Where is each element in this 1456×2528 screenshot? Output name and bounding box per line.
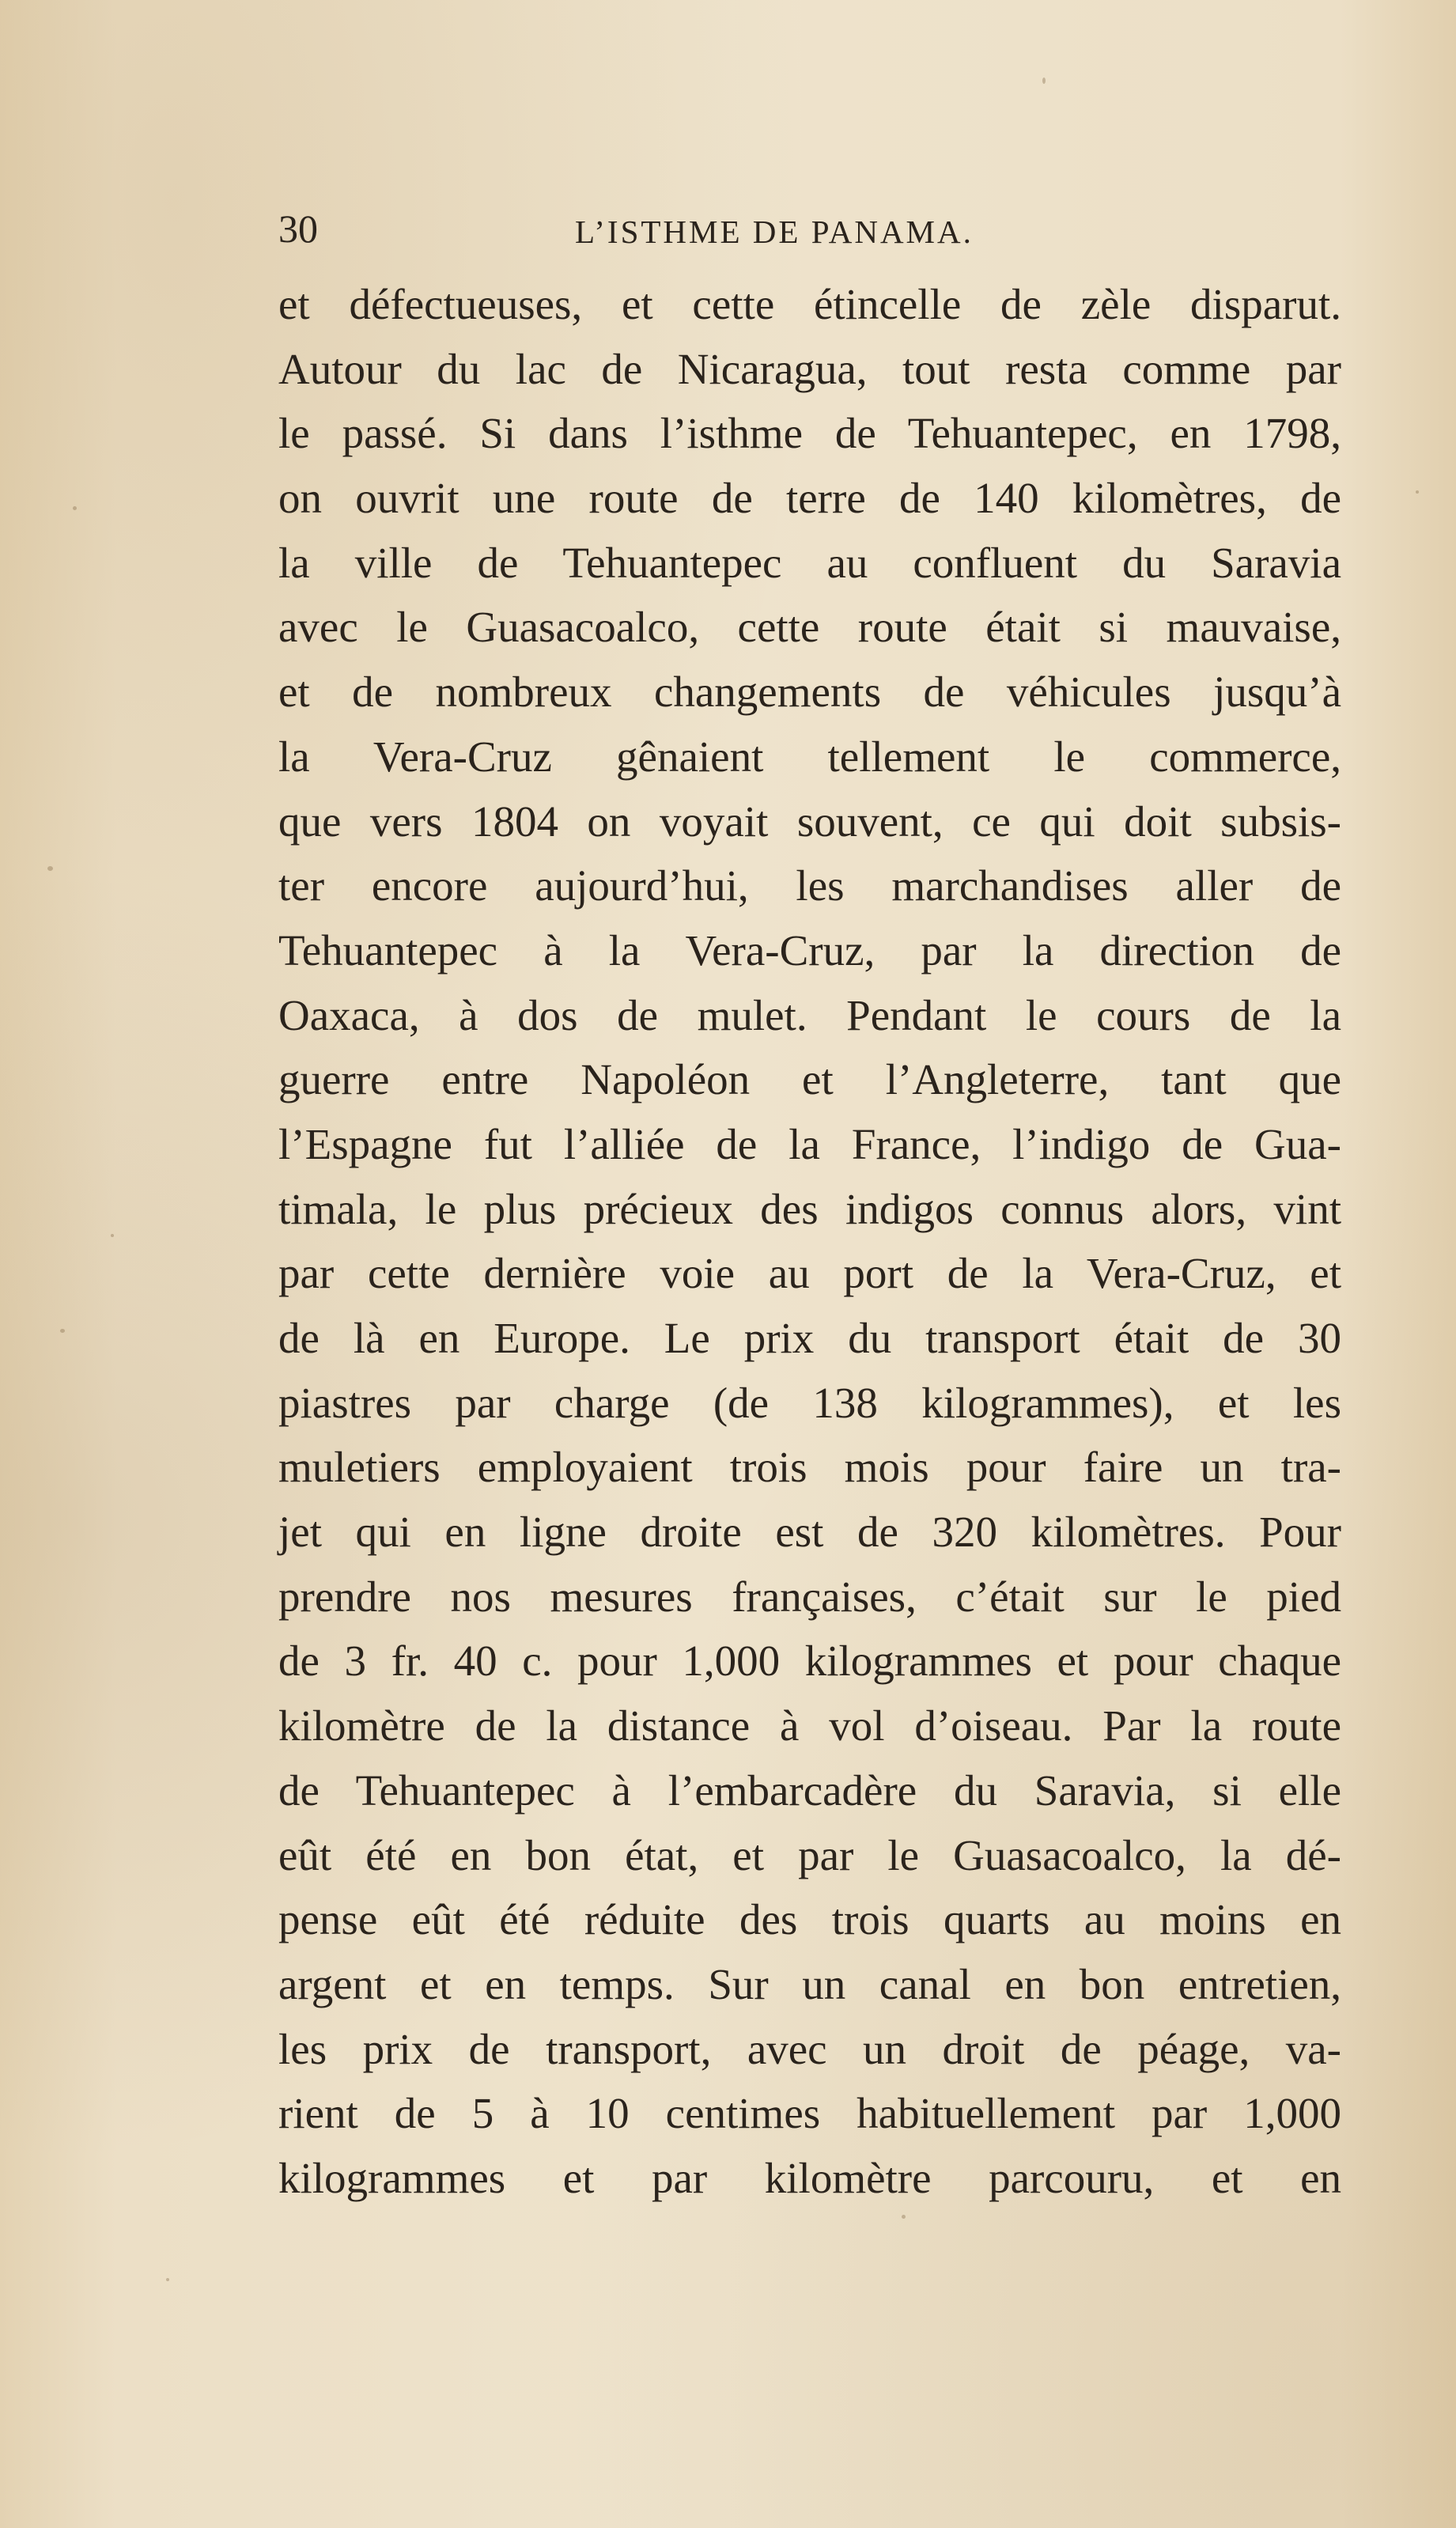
paper-speck (111, 1234, 114, 1237)
running-title: L’ISTHME DE PANAMA. (575, 214, 974, 250)
paper-speck (1416, 490, 1419, 494)
paper-speck (166, 2278, 169, 2281)
text-line: les prix de transport, avec un droit de péage, va- (278, 2024, 1341, 2073)
text-line: jet qui en ligne droite est de 320 kilomètres. Pour (278, 1508, 1341, 1557)
text-line: kilomètre de la distance à vol d’oiseau. Par la route (278, 1701, 1341, 1750)
text-line: et de nombreux changements de véhicules jusqu’à (278, 668, 1341, 717)
text-line: prendre nos mesures françaises, c’était sur le pied (278, 1572, 1341, 1621)
text-line: avec le Guasacoalco, cette route était si mauvaise, (278, 603, 1341, 652)
paper-speck (902, 2215, 906, 2219)
text-line: piastres par charge (de 138 kilogrammes), et les (278, 1378, 1341, 1427)
text-line: de Tehuantepec à l’embarcadère du Saravia, si elle (278, 1765, 1341, 1815)
page-header (278, 201, 1338, 256)
paper-speck (1042, 78, 1046, 84)
page-number: 30 (278, 206, 318, 251)
text-line: kilogrammes et par kilomètre parcouru, et en (278, 2153, 1341, 2202)
text-line: timala, le plus précieux des indigos connus alors, vint (278, 1184, 1341, 1233)
text-line: on ouvrit une route de terre de 140 kilomètres, de (278, 474, 1341, 523)
text-line: argent et en temps. Sur un canal en bon entretien, (278, 1959, 1341, 2008)
text-line: rient de 5 à 10 centimes habituellement par 1,000 (278, 2089, 1341, 2138)
text-line: ter encore aujourd’hui, les marchandises aller de (278, 861, 1341, 910)
text-line: de 3 fr. 40 c. pour 1,000 kilogrammes et pour chaque (278, 1637, 1341, 1686)
paper-speck (73, 506, 77, 510)
text-line: Tehuantepec à la Vera-Cruz, par la direction de (278, 925, 1341, 974)
text-line: et défectueuses, et cette étincelle de zèle disparut. (278, 280, 1341, 328)
text-line: Autour du lac de Nicaragua, tout resta comme par (278, 344, 1341, 393)
text-line: la ville de Tehuantepec au confluent du Saravia (278, 538, 1341, 587)
text-line: eût été en bon état, et par le Guasacoalco, la dé- (278, 1830, 1341, 1879)
body-text (278, 272, 1341, 2211)
text-line: que vers 1804 on voyait souvent, ce qui doit subsis- (278, 797, 1341, 846)
text-line: de là en Europe. Le prix du transport était de 30 (278, 1314, 1341, 1362)
text-line: par cette dernière voie au port de la Vera-Cruz, et (278, 1249, 1341, 1298)
text-line: Oaxaca, à dos de mulet. Pendant le cours de la (278, 990, 1341, 1039)
text-line: muletiers employaient trois mois pour faire un tra- (278, 1443, 1341, 1492)
paper-speck (60, 1329, 65, 1333)
text-line: l’Espagne fut l’alliée de la France, l’indigo de Gua- (278, 1119, 1341, 1168)
paper-speck (47, 866, 53, 871)
text-line: le passé. Si dans l’isthme de Tehuantepec, en 1798, (278, 409, 1341, 458)
text-line: guerre entre Napoléon et l’Angleterre, tant que (278, 1055, 1341, 1104)
text-line: pense eût été réduite des trois quarts au moins en (278, 1895, 1341, 1944)
text-line: la Vera-Cruz gênaient tellement le commerce, (278, 732, 1341, 781)
